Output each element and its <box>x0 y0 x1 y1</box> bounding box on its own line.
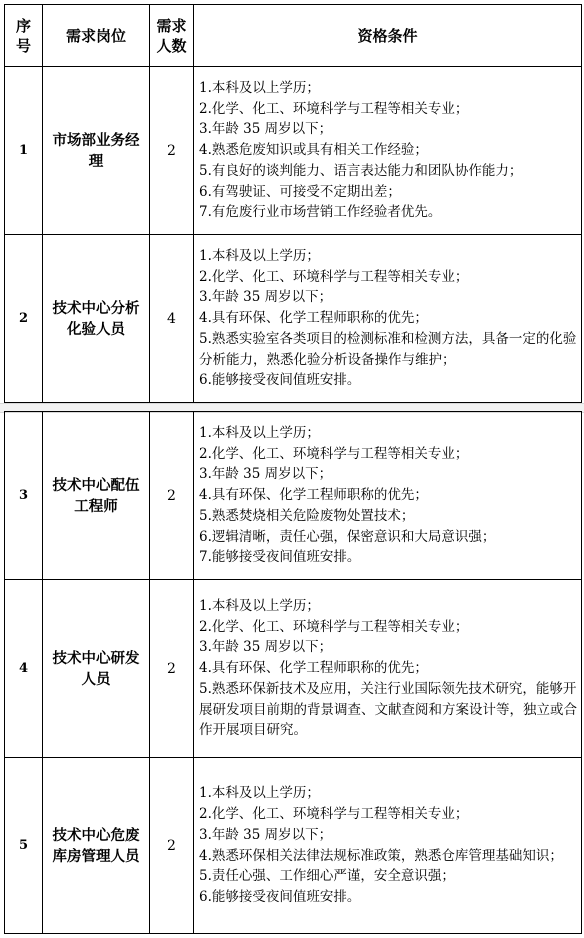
row-position: 技术中心配伍工程师 <box>43 412 150 580</box>
row-requirements <box>194 67 582 235</box>
header-seq: 序号 <box>5 5 43 67</box>
requirement-item: 6.能够接受夜间值班安排。 <box>199 372 361 389</box>
table-row <box>5 412 582 580</box>
requirement-item: 7.能够接受夜间值班安排。 <box>199 549 361 566</box>
requirement-item: 4.具有环保、化学工程师职称的优先； <box>199 487 428 504</box>
header-count: 需求人数 <box>150 5 194 67</box>
requirement-item: 5.责任心强、工作细心严谨，安全意识强； <box>199 868 455 885</box>
requirement-item: 3.年龄 35 周岁以下； <box>199 639 333 656</box>
row-count: 2 <box>150 758 194 934</box>
requirement-item: 3.年龄 35 周岁以下； <box>199 466 333 483</box>
requirement-item: 1.本科及以上学历； <box>199 785 320 802</box>
requirement-item: 4.熟悉危废知识或具有相关工作经验； <box>199 142 428 159</box>
requirement-item: 6.能够接受夜间值班安排。 <box>199 889 361 906</box>
requirement-item: 3.年龄 35 周岁以下； <box>199 121 333 138</box>
table-row <box>5 758 582 934</box>
row-position: 市场部业务经理 <box>43 67 150 235</box>
header-position: 需求岗位 <box>43 5 150 67</box>
row-seq: 5 <box>5 758 43 934</box>
table-row <box>5 235 582 403</box>
row-requirements <box>194 412 582 580</box>
row-requirements <box>194 235 582 403</box>
requirement-item: 2.化学、化工、环境科学与工程等相关专业； <box>199 805 469 822</box>
row-seq: 3 <box>5 412 43 580</box>
requirement-item: 3.年龄 35 周岁以下； <box>199 289 333 306</box>
row-position: 技术中心分析化验人员 <box>43 235 150 403</box>
requirement-item: 2.化学、化工、环境科学与工程等相关专业； <box>199 618 469 635</box>
row-seq: 4 <box>5 580 43 758</box>
requirement-item: 5.有良好的谈判能力、语言表达能力和团队协作能力； <box>199 162 523 179</box>
requirement-item: 4.具有环保、化学工程师职称的优先； <box>199 310 428 327</box>
row-position: 技术中心危废库房管理人员 <box>43 758 150 934</box>
requirement-item: 2.化学、化工、环境科学与工程等相关专业； <box>199 268 469 285</box>
requirement-item: 6.有驾驶证、可接受不定期出差； <box>199 183 401 200</box>
row-seq: 1 <box>5 67 43 235</box>
requirement-item: 6.逻辑清晰，责任心强，保密意识和大局意识强； <box>199 528 496 545</box>
row-requirements <box>194 580 582 758</box>
requirement-item: 2.化学、化工、环境科学与工程等相关专业； <box>199 445 469 462</box>
table-row <box>5 580 582 758</box>
header-requirements: 资格条件 <box>194 5 582 67</box>
row-count: 2 <box>150 412 194 580</box>
requirement-item: 5.熟悉环保新技术及应用，关注行业国际领先技术研究，能够开展研发项目前期的背景调查、文献查阅和方案设计等，独立或合作开展项目研究。 <box>199 680 577 739</box>
requirement-item: 1.本科及以上学历； <box>199 79 320 96</box>
requirements-table-part1 <box>4 4 582 403</box>
requirement-item: 1.本科及以上学历； <box>199 247 320 264</box>
table-row <box>5 67 582 235</box>
requirement-item: 5.熟悉焚烧相关危险废物处置技术； <box>199 507 415 524</box>
requirement-item: 1.本科及以上学历； <box>199 424 320 441</box>
row-count: 2 <box>150 580 194 758</box>
requirement-item: 5.熟悉实验室各类项目的检测标准和检测方法，具备一定的化验分析能力，熟悉化验分析设备操作与维护； <box>199 330 577 368</box>
requirement-item: 4.具有环保、化学工程师职称的优先； <box>199 660 428 677</box>
row-position: 技术中心研发人员 <box>43 580 150 758</box>
requirements-table-part2 <box>4 411 582 934</box>
requirement-item: 4.熟悉环保相关法律法规标准政策，熟悉仓库管理基础知识； <box>199 847 563 864</box>
header-row <box>5 5 582 67</box>
row-count: 2 <box>150 67 194 235</box>
requirement-item: 7.有危废行业市场营销工作经验者优先。 <box>199 204 442 221</box>
requirement-item: 3.年龄 35 周岁以下； <box>199 826 333 843</box>
row-seq: 2 <box>5 235 43 403</box>
row-count: 4 <box>150 235 194 403</box>
row-requirements <box>194 758 582 934</box>
requirement-item: 1.本科及以上学历； <box>199 597 320 614</box>
requirement-item: 2.化学、化工、环境科学与工程等相关专业； <box>199 100 469 117</box>
